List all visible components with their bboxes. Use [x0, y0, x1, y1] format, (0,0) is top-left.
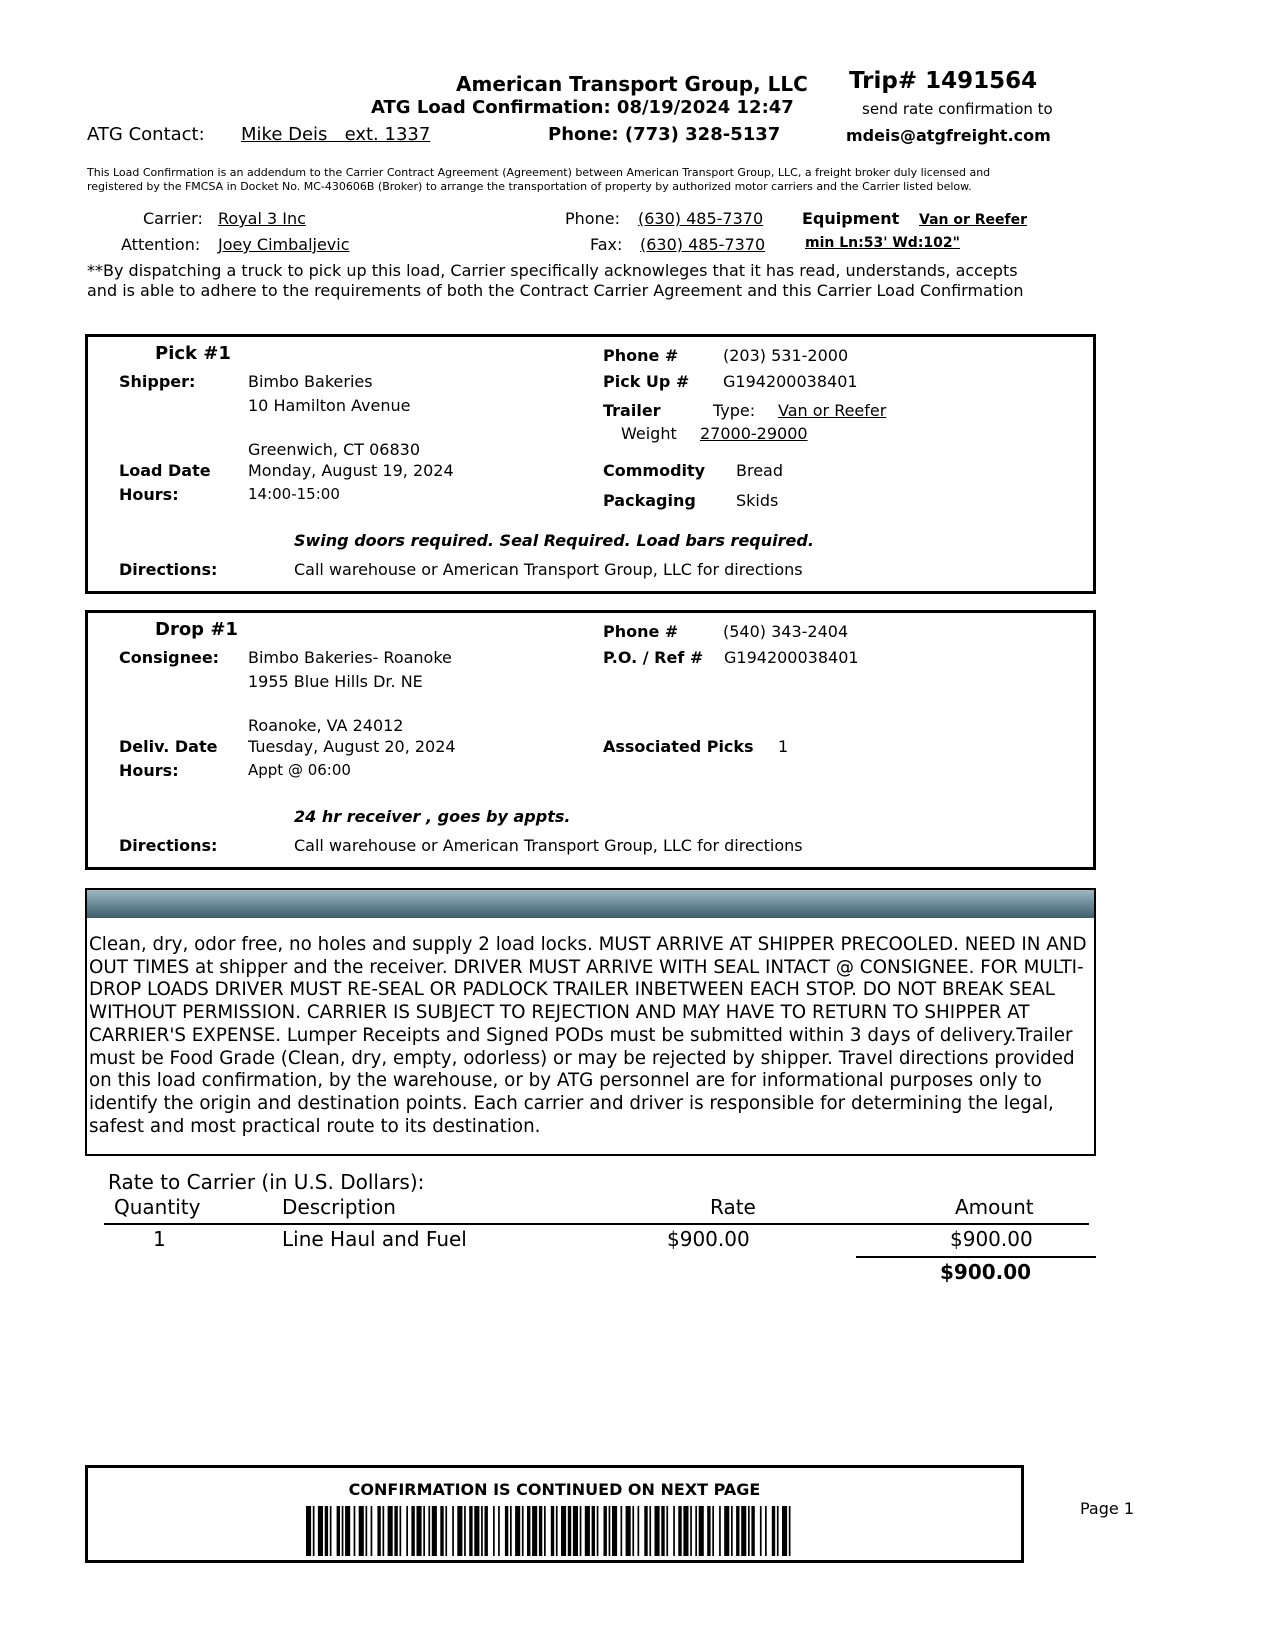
carrier-phone: (630) 485-7370	[638, 209, 764, 228]
pickup-number: G194200038401	[723, 372, 858, 391]
rate-total-rule	[856, 1256, 1096, 1258]
pick-phone-label: Phone #	[603, 346, 679, 365]
load-confirmation-date: ATG Load Confirmation: 08/19/2024 12:47	[371, 97, 794, 118]
rate-header-amount: Amount	[955, 1195, 1034, 1219]
commodity-label: Commodity	[603, 461, 706, 480]
pick-directions: Call warehouse or American Transport Group, LLC for directions	[294, 560, 803, 579]
rate-row-amount: $900.00	[950, 1227, 1033, 1251]
drop-phone-label: Phone #	[603, 622, 679, 641]
weight-value: 27000-29000	[700, 424, 808, 443]
disclaimer-line-2: registered by the FMCSA in Docket No. MC-430606B (Broker) to arrange the transportation of property by authorized motor carriers and the Carrier listed below.	[87, 180, 972, 193]
pickup-number-label: Pick Up #	[603, 372, 690, 391]
company-name: American Transport Group, LLC	[456, 72, 808, 96]
disclaimer-line-1: This Load Confirmation is an addendum to the Carrier Contract Agreement (Agreement) between American Transport Group, LLC, a freight broker duly licensed and	[87, 166, 991, 179]
pick-note: Swing doors required. Seal Required. Load bars required.	[294, 531, 814, 550]
contact-phone: Phone: (773) 328-5137	[548, 124, 781, 145]
pick-hours-label: Hours:	[119, 485, 179, 504]
carrier-fax-label: Fax:	[590, 235, 623, 254]
drop-phone: (540) 343-2404	[723, 622, 849, 641]
commodity-value: Bread	[736, 461, 784, 480]
po-ref-value: G194200038401	[724, 648, 859, 667]
equipment-dimensions: min Ln:53' Wd:102"	[805, 235, 960, 251]
consignee-city: Roanoke, VA 24012	[248, 716, 404, 735]
drop-section	[85, 610, 1096, 870]
shipper-label: Shipper:	[119, 372, 196, 391]
rate-total: $900.00	[940, 1260, 1032, 1284]
contact-name: Mike Deis ext. 1337	[241, 124, 431, 145]
dispatch-notice-line-2: and is able to adhere to the requirements of both the Contract Carrier Agreement and this Carrier Load Confirmation	[87, 281, 1024, 300]
consignee-name: Bimbo Bakeries- Roanoke	[248, 648, 452, 667]
rate-row-description: Line Haul and Fuel	[282, 1227, 467, 1251]
weight-label: Weight	[621, 424, 677, 443]
packaging-label: Packaging	[603, 491, 696, 510]
pick-directions-label: Directions:	[119, 560, 218, 579]
associated-picks-label: Associated Picks	[603, 737, 754, 756]
rate-title: Rate to Carrier (in U.S. Dollars):	[108, 1170, 425, 1194]
rate-row-rate: $900.00	[667, 1227, 750, 1251]
deliv-date-label: Deliv. Date	[119, 737, 218, 756]
deliv-date: Tuesday, August 20, 2024	[248, 737, 456, 756]
notes-header-bar	[87, 890, 1094, 918]
continued-text: CONFIRMATION IS CONTINUED ON NEXT PAGE	[348, 1480, 761, 1499]
drop-note: 24 hr receiver , goes by appts.	[294, 807, 571, 826]
trip-number: Trip# 1491564	[849, 68, 1038, 94]
equipment-value: Van or Reefer	[919, 212, 1028, 228]
rate-header-rate: Rate	[710, 1195, 756, 1219]
rate-header-quantity: Quantity	[114, 1195, 201, 1219]
pick-section	[85, 334, 1096, 594]
packaging-value: Skids	[736, 491, 779, 510]
trailer-type-label: Type:	[713, 401, 756, 420]
trailer-label: Trailer	[603, 401, 661, 420]
send-rate-label: send rate confirmation to	[862, 100, 1053, 118]
continued-box	[85, 1465, 1024, 1563]
drop-hours-label: Hours:	[119, 761, 179, 780]
rate-header-rule	[104, 1223, 1089, 1225]
drop-hours: Appt @ 06:00	[248, 761, 351, 779]
contact-label: ATG Contact:	[87, 124, 205, 145]
attention-label: Attention:	[121, 235, 201, 254]
drop-directions: Call warehouse or American Transport Group, LLC for directions	[294, 836, 803, 855]
equipment-label: Equipment	[802, 209, 900, 228]
carrier-fax: (630) 485-7370	[640, 235, 766, 254]
rate-row-quantity: 1	[153, 1227, 166, 1251]
trailer-type: Van or Reefer	[778, 401, 887, 420]
notes-section	[85, 888, 1096, 1156]
notes-text: Clean, dry, odor free, no holes and supply 2 load locks. MUST ARRIVE AT SHIPPER PRECOOLED. NEED IN AND OUT TIMES at shipper and the receiver. DRIVER MUST ARRIVE WITH SEAL INTACT @ CONSIGNEE. FOR MULTI-DROP LOADS DRIVER MUST RE-SEAL OR PADLOCK TRAILER INBETWEEN EACH STOP. DO NOT BREAK SEAL WITHOUT PERMISSION. CARRIER IS SUBJECT TO REJECTION AND MAY HAVE TO RETURN TO SHIPPER AT CARRIER'S EXPENSE. Lumper Receipts and Signed PODs must be submitted within 3 days of delivery.Trailer must be Food Grade (Clean, dry, empty, odorless) or may be rejected by shipper. Travel directions provided on this load confirmation, by the warehouse, or by ATG personnel are for informational purposes only to identify the origin and destination points. Each carrier and driver is responsible for determining the legal, safest and most practical route to its destination.	[89, 934, 1087, 1137]
attention-name: Joey Cimbaljevic	[218, 235, 350, 254]
barcode	[306, 1506, 806, 1558]
pick-phone: (203) 531-2000	[723, 346, 849, 365]
drop-directions-label: Directions:	[119, 836, 218, 855]
carrier-label: Carrier:	[143, 209, 203, 228]
contact-email: mdeis@atgfreight.com	[846, 126, 1051, 145]
carrier-phone-label: Phone:	[565, 209, 620, 228]
po-ref-label: P.O. / Ref #	[603, 648, 704, 667]
pick-hours: 14:00-15:00	[248, 485, 340, 503]
associated-picks-value: 1	[778, 737, 789, 756]
pick-title: Pick #1	[155, 343, 231, 364]
shipper-name: Bimbo Bakeries	[248, 372, 373, 391]
dispatch-notice-line-1: **By dispatching a truck to pick up this load, Carrier specifically acknowleges that it has read, understands, accepts	[87, 261, 1018, 280]
carrier-name: Royal 3 Inc	[218, 209, 306, 228]
rate-header-description: Description	[282, 1195, 396, 1219]
consignee-label: Consignee:	[119, 648, 220, 667]
drop-title: Drop #1	[155, 619, 238, 640]
shipper-city: Greenwich, CT 06830	[248, 440, 421, 459]
load-date-label: Load Date	[119, 461, 211, 480]
page-number: Page 1	[1080, 1499, 1134, 1518]
load-date: Monday, August 19, 2024	[248, 461, 454, 480]
consignee-address: 1955 Blue Hills Dr. NE	[248, 672, 423, 691]
shipper-address: 10 Hamilton Avenue	[248, 396, 411, 415]
